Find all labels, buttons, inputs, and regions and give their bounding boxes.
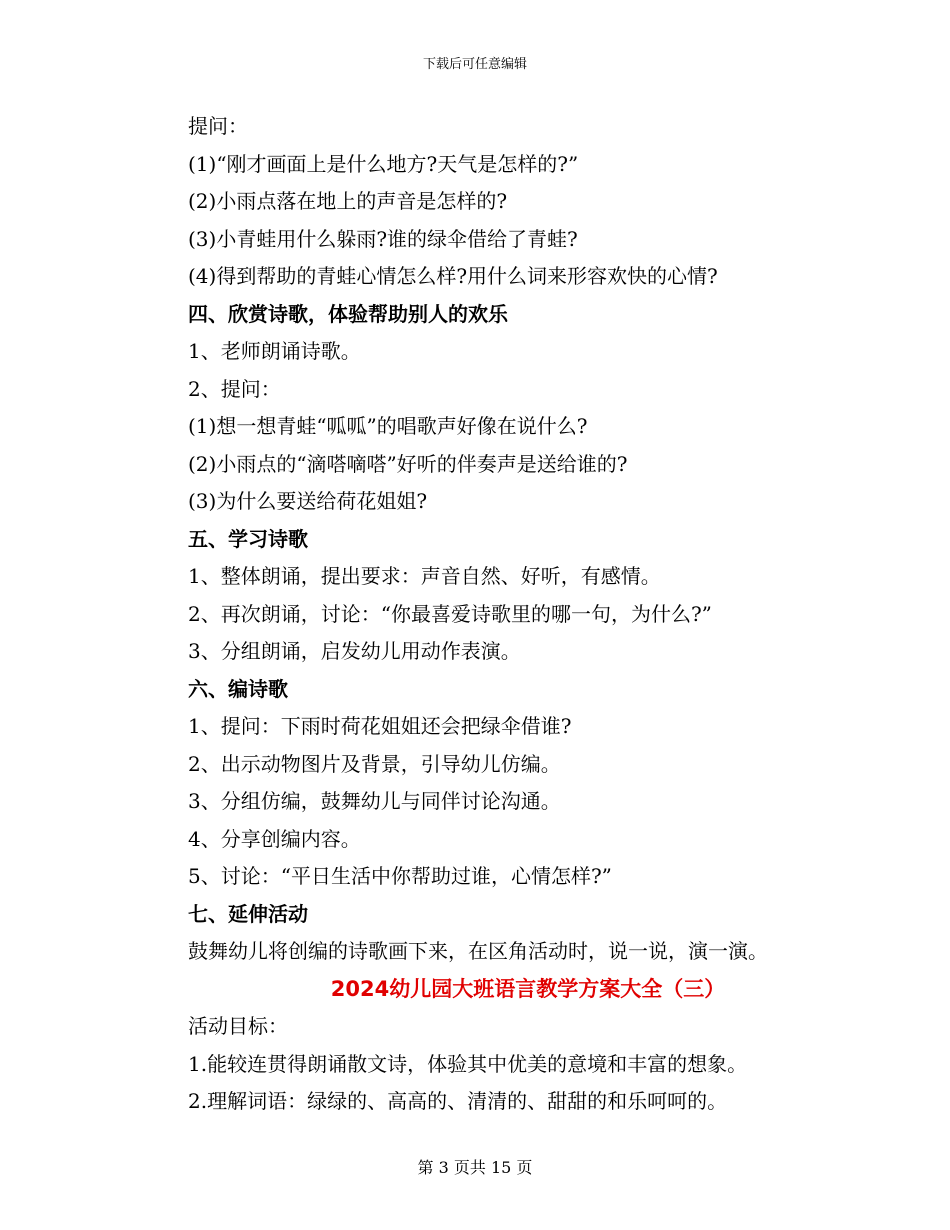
list-item: 3、分组仿编，鼓舞幼儿与同伴讨论沟通。 [188,789,561,813]
section-heading-6: 六、编诗歌 [188,676,288,701]
section-heading-7: 七、延伸活动 [188,901,308,926]
goal-item: 2.理解词语：绿绿的、高高的、清清的、甜甜的和乐呵呵的。 [188,1089,728,1113]
question-intro: 提问： [188,114,248,138]
page-header: 下载后可任意编辑 [422,57,527,72]
list-item: 2、再次朗诵，讨论：“你最喜爱诗歌里的哪一句，为什么?” [188,601,712,626]
section-heading-4: 四、欣赏诗歌，体验帮助别人的欢乐 [188,301,508,326]
list-item: 4、分享创编内容。 [188,826,361,851]
list-item: (2)小雨点的“滴嗒嘀嗒”好听的伴奏声是送给谁的? [188,451,628,476]
question-2: (2)小雨点落在地上的声音是怎样的? [188,189,508,213]
question-1: (1)“刚才画面上是什么地方?天气是怎样的?” [188,151,579,176]
question-3: (3)小青蛙用什么躲雨?谁的绿伞借给了青蛙? [188,226,578,251]
list-item: 1、老师朗诵诗歌。 [188,339,361,363]
list-item: 1、提问：下雨时荷花姐姐还会把绿伞借谁? [188,714,572,738]
document-body [188,108,868,1121]
list-item: (3)为什么要送给荷花姐姐? [188,489,428,513]
list-item: 5、讨论：“平日生活中你帮助过谁，心情怎样?” [188,864,612,888]
document-title: 2024幼儿园大班语言教学方案大全（三） [330,976,726,1001]
question-4: (4)得到帮助的青蛙心情怎么样?用什么词来形容欢快的心情? [188,264,718,288]
list-item: 2、出示动物图片及背景，引导幼儿仿编。 [188,751,561,776]
list-item: 1、整体朗诵，提出要求：声音自然、好听，有感情。 [188,564,661,588]
list-item: (1)想一想青蛙“呱呱”的唱歌声好像在说什么? [188,414,588,438]
list-item: 2、提问： [188,376,281,401]
goals-label: 活动目标： [188,1014,288,1038]
goal-item: 1.能较连贯得朗诵散文诗，体验其中优美的意境和丰富的想象。 [188,1051,748,1076]
paragraph: 鼓舞幼儿将创编的诗歌画下来，在区角活动时，说一说，演一演。 [188,939,768,963]
page-footer: 第 3 页共 15 页 [417,1158,533,1177]
list-item: 3、分组朗诵，启发幼儿用动作表演。 [188,639,521,663]
section-heading-5: 五、学习诗歌 [188,526,308,551]
